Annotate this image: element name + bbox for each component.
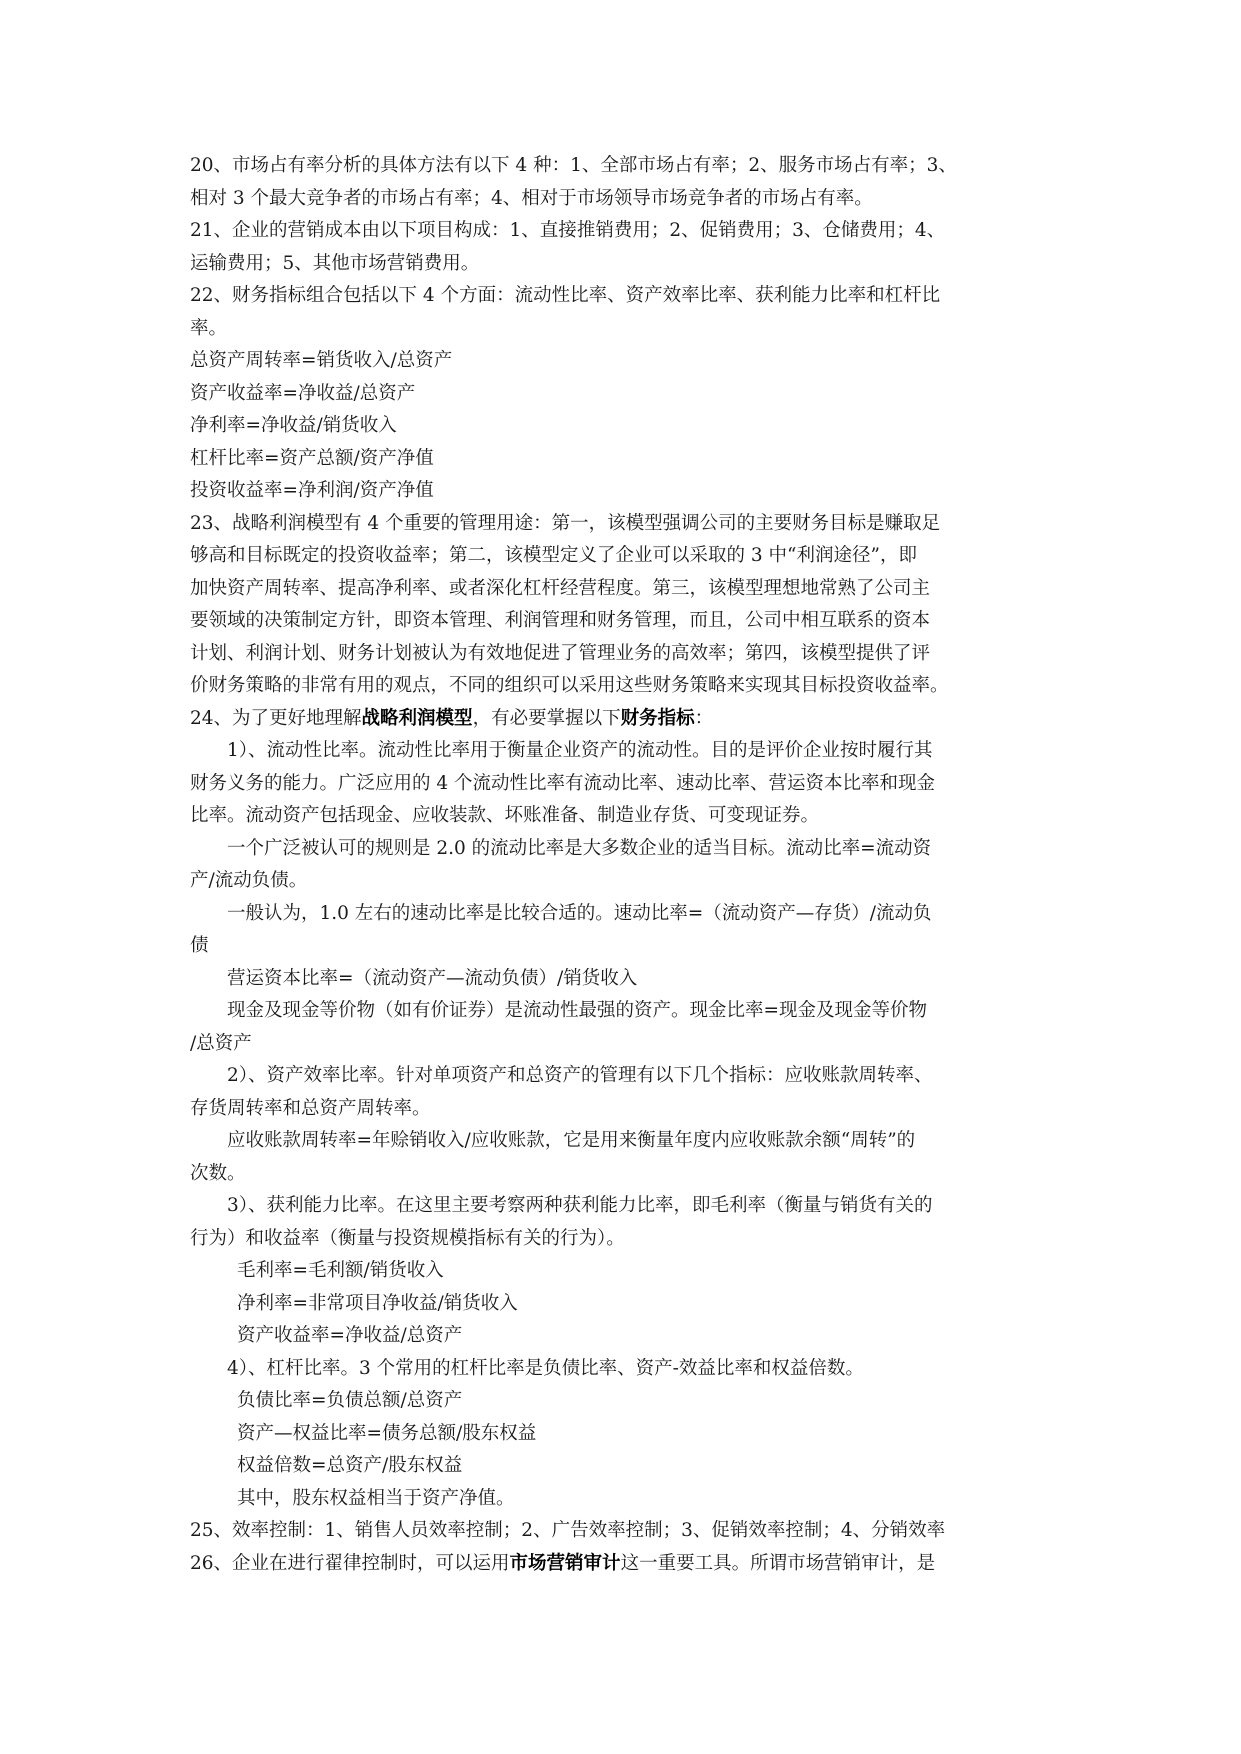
text-segment: 26、企业在进行翟律控制时，可以运用: [190, 1552, 510, 1574]
formula-line: 权益倍数=总资产/股东权益: [237, 1455, 463, 1476]
formula-line: 资产收益率=净收益/总资产: [237, 1325, 463, 1346]
text-line: 1）、流动性比率。流动性比率用于衡量企业资产的流动性。目的是评价企业按时履行其: [227, 740, 933, 761]
text-line: 次数。: [190, 1162, 246, 1184]
text-line: 4）、杠杆比率。3 个常用的杠杆比率是负债比率、资产-效益比率和权益倍数。: [227, 1357, 864, 1379]
text-segment: 24、为了更好地理解: [190, 707, 362, 729]
formula-line: 净利率=净收益/销货收入: [190, 415, 397, 436]
text-line: 加快资产周转率、提高净利率、或者深化杠杆经营程度。第三，该模型理想地常熟了公司主: [190, 577, 931, 599]
text-line: 应收账款周转率=年赊销收入/应收账款，它是用来衡量年度内应收账款余额“周转”的: [227, 1130, 916, 1151]
text-line: 运输费用；5、其他市场营销费用。: [190, 252, 480, 274]
formula-line: 总资产周转率=销货收入/总资产: [190, 350, 453, 371]
text-line: 价财务策略的非常有用的观点，不同的组织可以采用这些财务策略来实现其目标投资收益率。: [190, 675, 949, 696]
text-line: 22、财务指标组合包括以下 4 个方面：流动性比率、资产效率比率、获利能力比率和杠杆比: [190, 285, 941, 306]
text-line: 产/流动负债。: [190, 870, 308, 891]
text-segment: ：: [694, 707, 714, 729]
text-line: 23、战略利润模型有 4 个重要的管理用途：第一，该模型强调公司的主要财务目标是赚取足: [190, 512, 941, 534]
bold-term: 财务指标: [620, 707, 695, 729]
text-line: 3）、获利能力比率。在这里主要考察两种获利能力比率，即毛利率（衡量与销货有关的: [227, 1195, 933, 1216]
formula-line: 营运资本比率=（流动资产—流动负债）/销货收入: [227, 967, 638, 989]
text-line: 2）、资产效率比率。针对单项资产和总资产的管理有以下几个指标：应收账款周转率、: [227, 1065, 933, 1086]
formula-line: 杠杆比率=资产总额/资产净值: [190, 447, 434, 469]
text-line: 比率。流动资产包括现金、应收装款、坏账准备、制造业存货、可变现证券。: [190, 805, 820, 826]
text-line: 25、效率控制：1、销售人员效率控制；2、广告效率控制；3、促销效率控制；4、分销效率: [190, 1520, 946, 1541]
text-segment: ，有必要掌握以下: [472, 707, 621, 729]
formula-line: 投资收益率=净利润/资产净值: [190, 480, 434, 501]
document-body: [190, 150, 1060, 1580]
text-line: 要领域的决策制定方针，即资本管理、利润管理和财务管理，而且，公司中相互联系的资本: [190, 610, 931, 631]
bold-term: 市场营销审计: [509, 1552, 621, 1574]
text-line-with-bold: [190, 1548, 1060, 1581]
formula-line: 毛利率=毛利额/销货收入: [237, 1260, 444, 1281]
text-line: 计划、利润计划、财务计划被认为有效地促进了管理业务的高效率；第四，该模型提供了评: [190, 642, 931, 664]
text-line: 一个广泛被认可的规则是 2.0 的流动比率是大多数企业的适当目标。流动比率=流动资: [227, 837, 932, 859]
text-line: 相对 3 个最大竞争者的市场占有率；4、相对于市场领导市场竞争者的市场占有率。: [190, 187, 873, 209]
text-line: 存货周转率和总资产周转率。: [190, 1097, 431, 1119]
text-line: 财务义务的能力。广泛应用的 4 个流动性比率有流动比率、速动比率、营运资本比率和现金: [190, 772, 936, 794]
text-line: 现金及现金等价物（如有价证券）是流动性最强的资产。现金比率=现金及现金等价物: [227, 1000, 928, 1021]
text-segment: 这一重要工具。所谓市场营销审计，是: [620, 1552, 936, 1574]
formula-line: 资产—权益比率=债务总额/股东权益: [237, 1422, 537, 1444]
formula-line: 资产收益率=净收益/总资产: [190, 382, 416, 404]
text-line: 其中，股东权益相当于资产净值。: [237, 1487, 515, 1509]
text-line: 率。: [190, 317, 228, 339]
text-line: 20、市场占有率分析的具体方法有以下 4 种：1、全部市场占有率；2、服务市场占有率；3、: [190, 155, 957, 176]
text-line: 债: [190, 935, 209, 956]
text-line: 一般认为，1.0 左右的速动比率是比较合适的。速动比率=（流动资产—存货）/流动负: [227, 902, 932, 924]
formula-line: 净利率=非常项目净收益/销货收入: [237, 1292, 518, 1314]
formula-line: 负债比率=负债总额/总资产: [237, 1390, 463, 1411]
text-line: 行为）和收益率（衡量与投资规模指标有关的行为）。: [190, 1227, 625, 1249]
text-line: 21、企业的营销成本由以下项目构成：1、直接推销费用；2、促销费用；3、仓储费用；4、: [190, 220, 946, 241]
text-line: 够高和目标既定的投资收益率；第二，该模型定义了企业可以采取的 3 中“利润途径”，即: [190, 545, 917, 566]
bold-term: 战略利润模型: [361, 707, 473, 729]
text-line: /总资产: [190, 1032, 252, 1054]
text-line-with-bold: [190, 703, 1060, 736]
